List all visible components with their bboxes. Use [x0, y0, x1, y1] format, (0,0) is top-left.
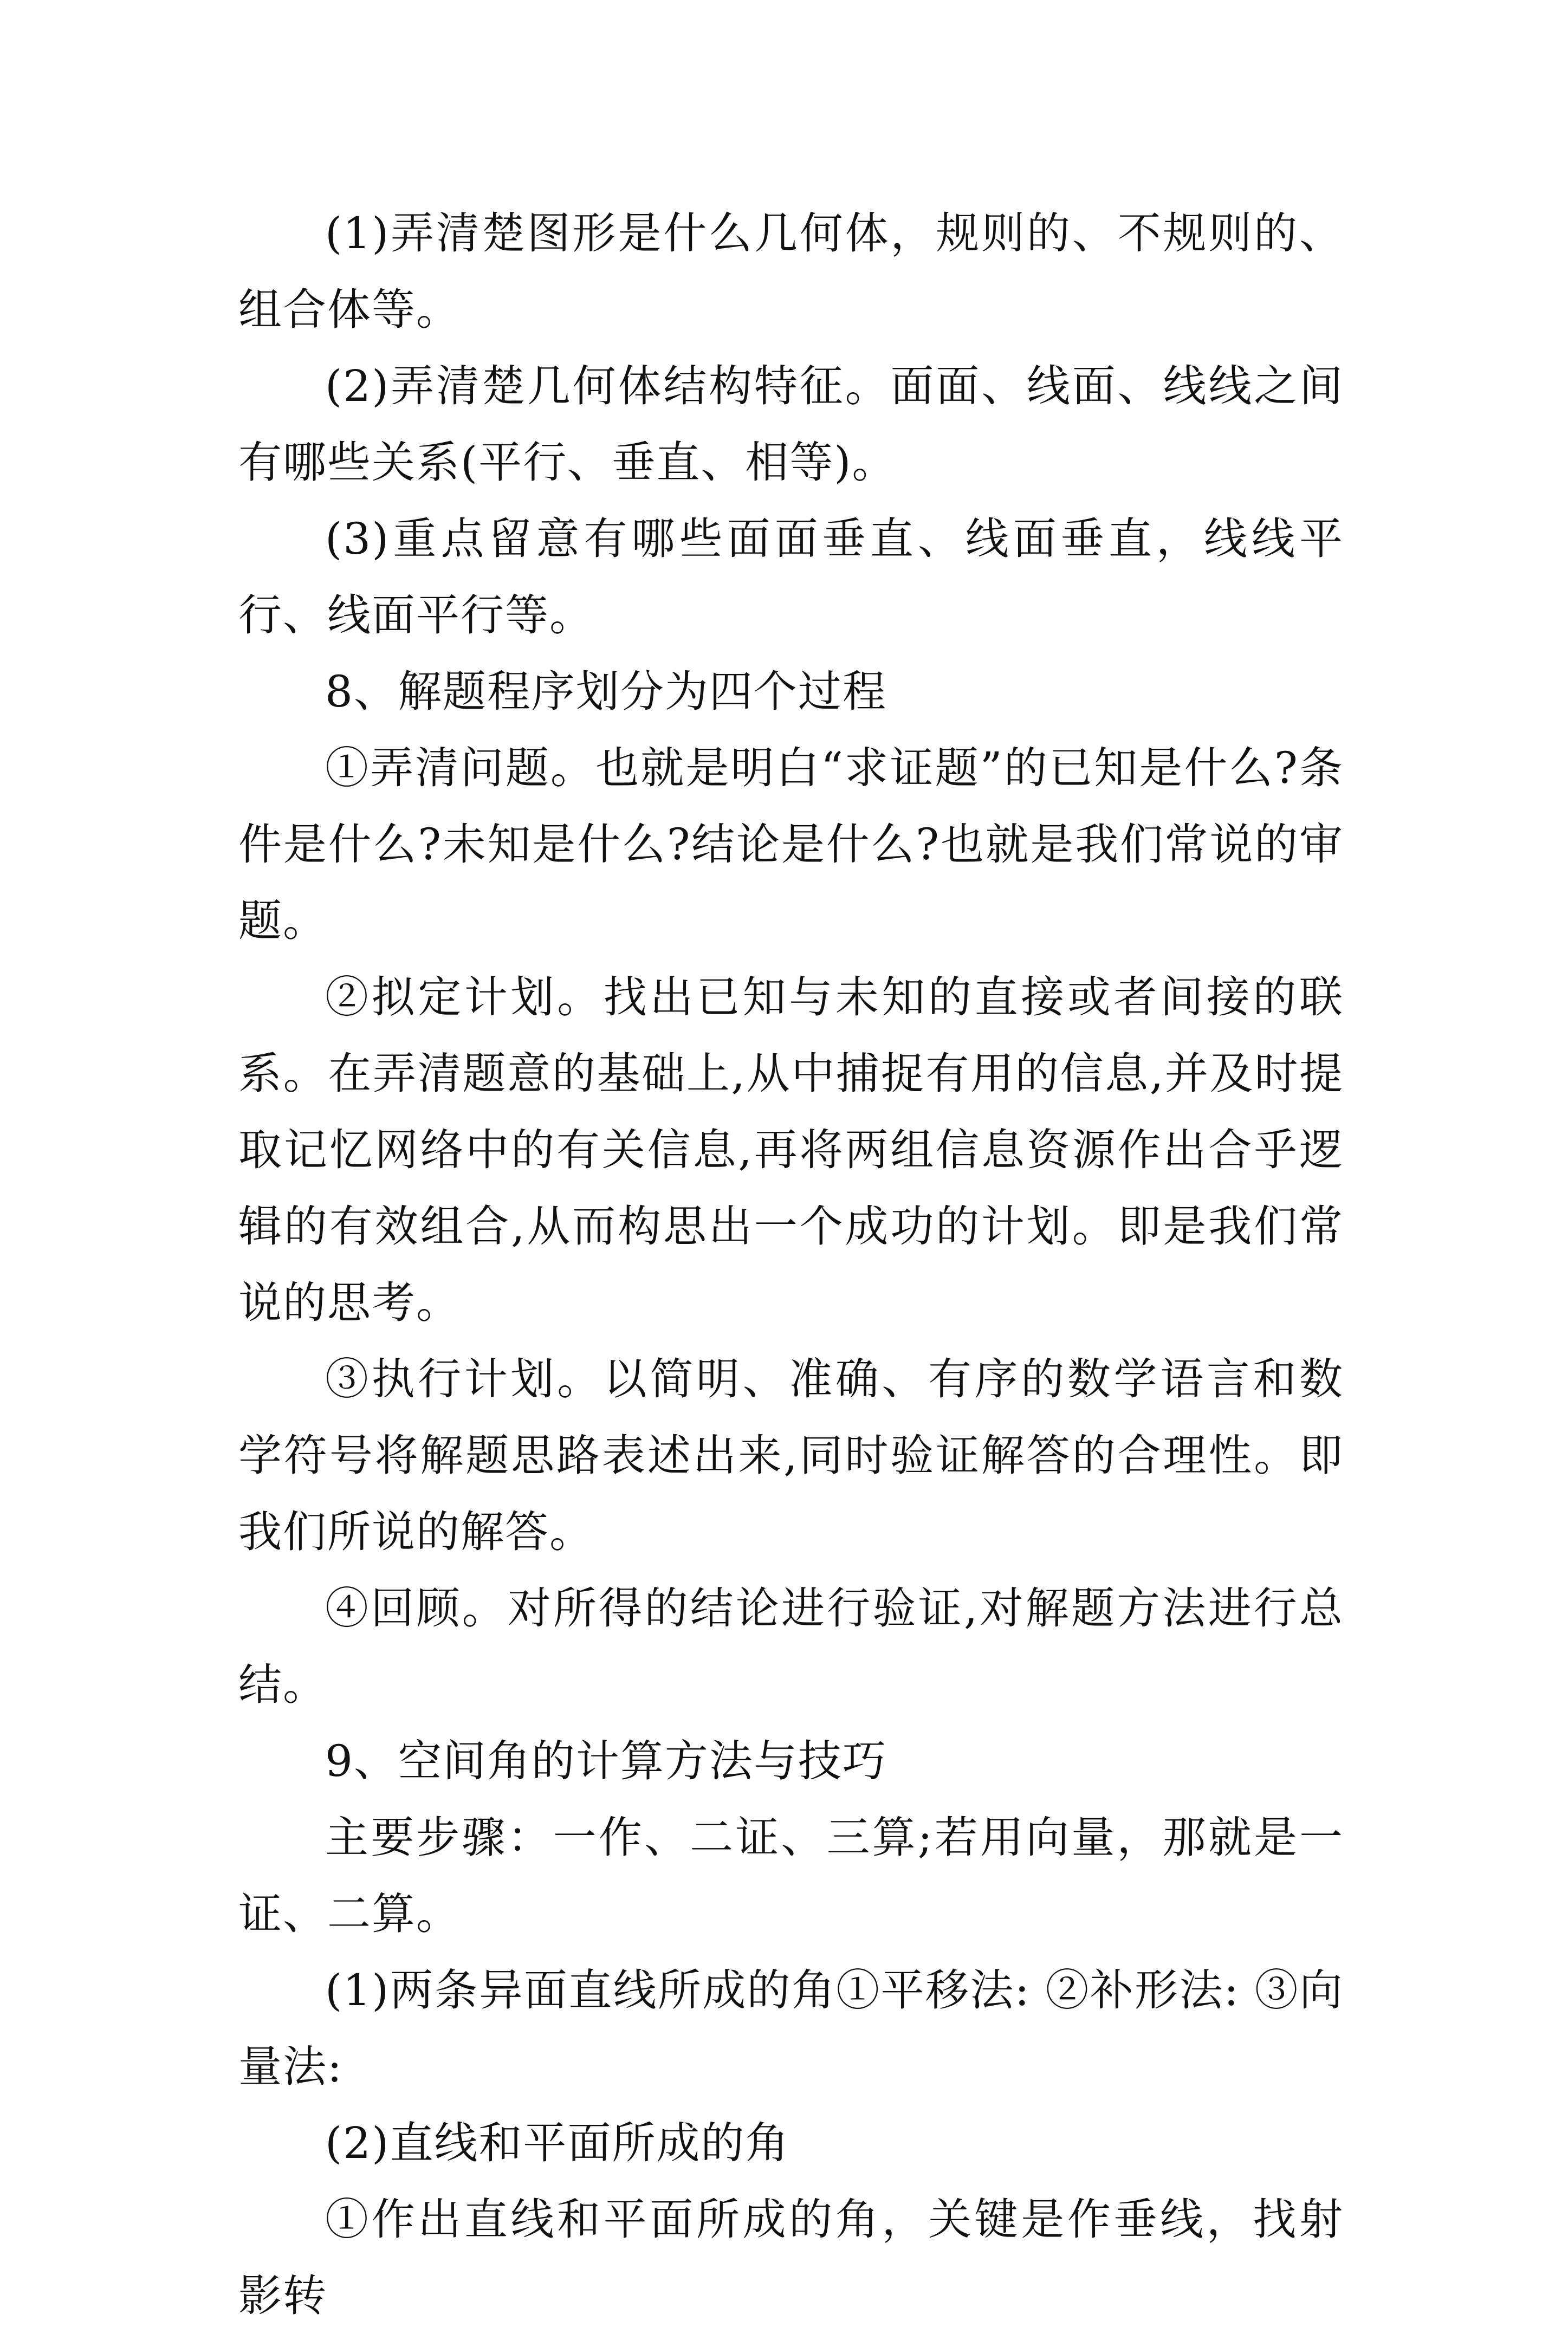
paragraph-geometry-type: (1)弄清楚图形是什么几何体，规则的、不规则的、组合体等。: [238, 208, 1344, 335]
paragraph-understand-problem: ①弄清问题。也就是明白“求证题”的已知是什么?条件是什么?未知是什么?结论是什么?也就是我们常说的审题。: [238, 743, 1344, 946]
paragraph-construct-angle: ①作出直线和平面所成的角，关键是作垂线，找射影转: [238, 2194, 1344, 2321]
paragraph-perpendicular-parallel: (3)重点留意有哪些面面垂直、线面垂直，线线平行、线面平行等。: [238, 514, 1344, 640]
paragraph-review: ④回顾。对所得的结论进行验证,对解题方法进行总结。: [238, 1583, 1344, 1710]
heading-problem-solving-process: 8、解题程序划分为四个过程: [325, 666, 887, 717]
paragraph-make-plan: ②拟定计划。找出已知与未知的直接或者间接的联系。在弄清题意的基础上,从中捕捉有用的信息,并及时提取记忆网络中的有关信息,再将两组信息资源作出合乎逻辑的有效组合,从而构思出一个成功的计划。即是我们常说的思考。: [238, 972, 1344, 1328]
document-page: [238, 195, 1344, 2334]
paragraph-main-steps: 主要步骤：一作、二证、三算;若用向量，那就是一证、二算。: [238, 1812, 1344, 1939]
paragraph-structure-features: (2)弄清楚几何体结构特征。面面、线面、线线之间有哪些关系(平行、垂直、相等)。: [238, 361, 1344, 488]
heading-space-angle-methods: 9、空间角的计算方法与技巧: [325, 1736, 887, 1786]
paragraph-execute-plan: ③执行计划。以简明、准确、有序的数学语言和数学符号将解题思路表述出来,同时验证解答的合理性。即我们所说的解答。: [238, 1354, 1344, 1557]
paragraph-skew-lines-angle: (1)两条异面直线所成的角①平移法: ②补形法: ③向量法:: [238, 1965, 1344, 2092]
paragraph-line-plane-angle: (2)直线和平面所成的角: [325, 2118, 790, 2168]
